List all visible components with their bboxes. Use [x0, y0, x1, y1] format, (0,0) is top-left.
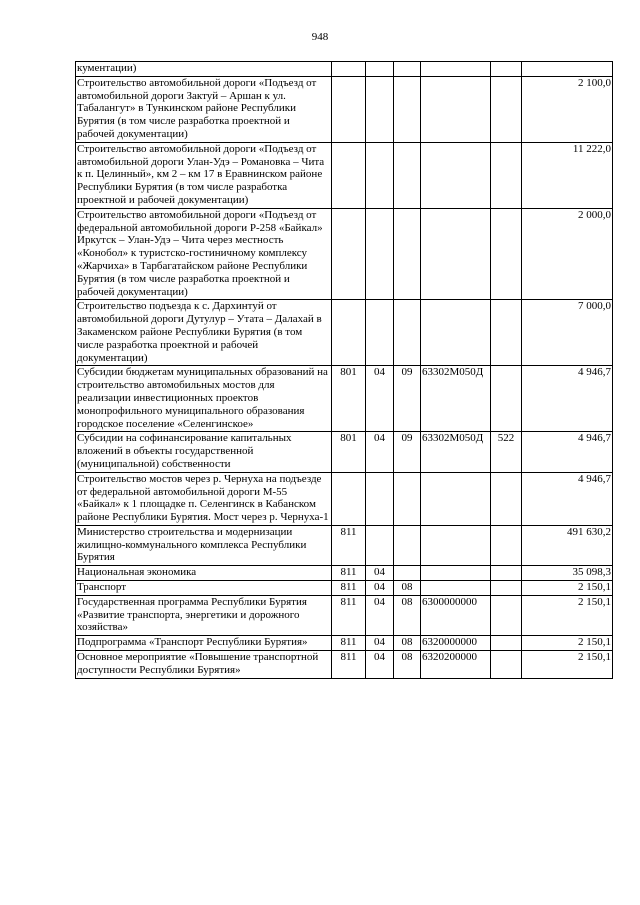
amount-cell: 2 150,1: [522, 581, 613, 596]
ministry-code-cell: 811: [332, 651, 366, 679]
subsection-code-cell: [394, 525, 421, 565]
target-article-cell: [421, 142, 491, 208]
target-article-cell: 63302М050Д: [421, 366, 491, 432]
row-name-cell: Субсидии бюджетам муниципальных образований на строительство автомобильных мостов для реализации инвестиционных проектов монопрофильного муниципального образования городское поселение «Селенгинское»: [76, 366, 332, 432]
expense-type-cell: [491, 62, 522, 77]
subsection-code-cell: [394, 208, 421, 300]
subsection-code-cell: [394, 62, 421, 77]
subsection-code-cell: 09: [394, 366, 421, 432]
expense-type-cell: [491, 651, 522, 679]
row-name-cell: Строительство автомобильной дороги «Подъезд от автомобильной дороги Улан-Удэ – Романовка – Чита к п. Целинный», км 2 – км 17 в Еравнинском районе Республики Бурятия (в том числе разработка проектной и рабочей документации): [76, 142, 332, 208]
expense-type-cell: [491, 525, 522, 565]
section-code-cell: [366, 76, 394, 142]
expense-type-cell: [491, 581, 522, 596]
ministry-code-cell: 811: [332, 525, 366, 565]
row-name-cell: Строительство мостов через р. Чернуха на подъезде от федеральной автомобильной дороги М-55 «Байкал» к 1 площадке п. Селенгинск в Кабанском районе Республики Бурятия. Мост через р. Чернуха-1: [76, 472, 332, 525]
table-row: [76, 366, 613, 432]
amount-cell: 2 150,1: [522, 595, 613, 635]
table-row: [76, 472, 613, 525]
table-row: [76, 636, 613, 651]
row-name-cell: Национальная экономика: [76, 566, 332, 581]
ministry-code-cell: [332, 472, 366, 525]
expense-type-cell: [491, 76, 522, 142]
expense-type-cell: [491, 595, 522, 635]
section-code-cell: [366, 525, 394, 565]
amount-cell: 491 630,2: [522, 525, 613, 565]
table-row: [76, 432, 613, 472]
table-row: [76, 62, 613, 77]
ministry-code-cell: [332, 76, 366, 142]
row-name-cell: кументации): [76, 62, 332, 77]
section-code-cell: [366, 208, 394, 300]
amount-cell: 2 150,1: [522, 636, 613, 651]
target-article-cell: [421, 76, 491, 142]
budget-table-body: [76, 62, 613, 679]
ministry-code-cell: [332, 300, 366, 366]
subsection-code-cell: [394, 76, 421, 142]
subsection-code-cell: [394, 300, 421, 366]
section-code-cell: [366, 300, 394, 366]
amount-cell: 4 946,7: [522, 472, 613, 525]
target-article-cell: 6320200000: [421, 651, 491, 679]
amount-cell: 2 100,0: [522, 76, 613, 142]
subsection-code-cell: 08: [394, 651, 421, 679]
section-code-cell: 04: [366, 651, 394, 679]
row-name-cell: Субсидии на софинансирование капитальных вложений в объекты государственной (муниципальной) собственности: [76, 432, 332, 472]
target-article-cell: 6320000000: [421, 636, 491, 651]
expense-type-cell: [491, 636, 522, 651]
subsection-code-cell: [394, 472, 421, 525]
section-code-cell: 04: [366, 566, 394, 581]
budget-table: [75, 61, 613, 679]
row-name-cell: Транспорт: [76, 581, 332, 596]
row-name-cell: Строительство автомобильной дороги «Подъезд от федеральной автомобильной дороги Р-258 «Байкал» Иркутск – Улан-Удэ – Чита через местность «Конобол» к туристско-гостиничному комплексу «Жарчиха» в Тарбагатайском районе Республики Бурятия (в том числе разработка проектной и рабочей документации): [76, 208, 332, 300]
amount-cell: 11 222,0: [522, 142, 613, 208]
row-name-cell: Государственная программа Республики Бурятия «Развитие транспорта, энергетики и дорожного хозяйства»: [76, 595, 332, 635]
section-code-cell: 04: [366, 636, 394, 651]
ministry-code-cell: 811: [332, 595, 366, 635]
table-row: [76, 525, 613, 565]
target-article-cell: [421, 566, 491, 581]
expense-type-cell: [491, 472, 522, 525]
table-row: [76, 595, 613, 635]
subsection-code-cell: 08: [394, 581, 421, 596]
ministry-code-cell: 801: [332, 366, 366, 432]
amount-cell: 4 946,7: [522, 432, 613, 472]
target-article-cell: [421, 300, 491, 366]
subsection-code-cell: 09: [394, 432, 421, 472]
ministry-code-cell: 811: [332, 581, 366, 596]
section-code-cell: 04: [366, 581, 394, 596]
target-article-cell: [421, 581, 491, 596]
section-code-cell: [366, 142, 394, 208]
ministry-code-cell: 801: [332, 432, 366, 472]
amount-cell: 7 000,0: [522, 300, 613, 366]
row-name-cell: Строительство автомобильной дороги «Подъезд от автомобильной дороги Зактуй – Аршан к ул. Табалангут» в Тункинском районе Республики Бурятия (в том числе разработка проектной и рабочей документации): [76, 76, 332, 142]
table-row: [76, 208, 613, 300]
row-name-cell: Основное мероприятие «Повышение транспортной доступности Республики Бурятия»: [76, 651, 332, 679]
ministry-code-cell: [332, 142, 366, 208]
table-row: [76, 651, 613, 679]
section-code-cell: [366, 62, 394, 77]
section-code-cell: 04: [366, 366, 394, 432]
section-code-cell: [366, 472, 394, 525]
target-article-cell: 6300000000: [421, 595, 491, 635]
target-article-cell: 63302М050Д: [421, 432, 491, 472]
section-code-cell: 04: [366, 432, 394, 472]
ministry-code-cell: [332, 208, 366, 300]
table-row: [76, 581, 613, 596]
target-article-cell: [421, 525, 491, 565]
row-name-cell: Подпрограмма «Транспорт Республики Бурятия»: [76, 636, 332, 651]
subsection-code-cell: [394, 566, 421, 581]
expense-type-cell: 522: [491, 432, 522, 472]
table-row: [76, 300, 613, 366]
table-row: [76, 566, 613, 581]
row-name-cell: Министерство строительства и модернизации жилищно-коммунального комплекса Республики Бурятия: [76, 525, 332, 565]
page-number: 948: [311, 31, 329, 43]
amount-cell: 2 000,0: [522, 208, 613, 300]
ministry-code-cell: 811: [332, 636, 366, 651]
section-code-cell: 04: [366, 595, 394, 635]
ministry-code-cell: 811: [332, 566, 366, 581]
expense-type-cell: [491, 366, 522, 432]
target-article-cell: [421, 472, 491, 525]
target-article-cell: [421, 208, 491, 300]
amount-cell: 35 098,3: [522, 566, 613, 581]
expense-type-cell: [491, 566, 522, 581]
amount-cell: 4 946,7: [522, 366, 613, 432]
target-article-cell: [421, 62, 491, 77]
ministry-code-cell: [332, 62, 366, 77]
table-row: [76, 76, 613, 142]
subsection-code-cell: [394, 142, 421, 208]
amount-cell: [522, 62, 613, 77]
amount-cell: 2 150,1: [522, 651, 613, 679]
expense-type-cell: [491, 300, 522, 366]
row-name-cell: Строительство подъезда к с. Дархинтуй от автомобильной дороги Дутулур – Утата – Далахай в Закаменском районе Республики Бурятия (в том числе разработка проектной и рабочей документации): [76, 300, 332, 366]
table-row: [76, 142, 613, 208]
subsection-code-cell: 08: [394, 636, 421, 651]
expense-type-cell: [491, 142, 522, 208]
subsection-code-cell: 08: [394, 595, 421, 635]
expense-type-cell: [491, 208, 522, 300]
